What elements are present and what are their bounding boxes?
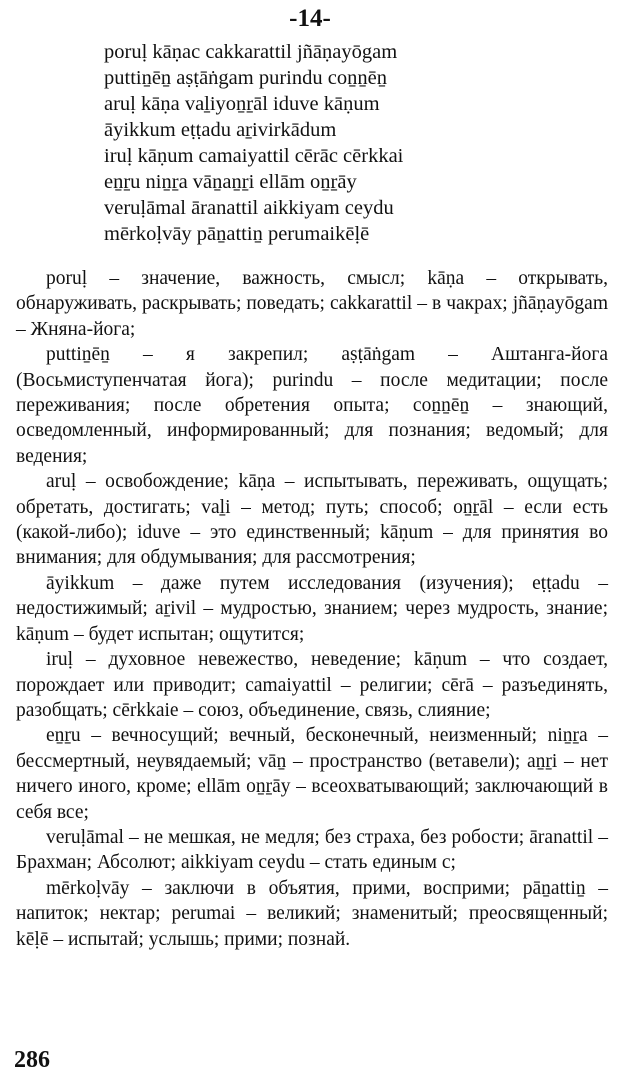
glossary [16,266,608,952]
verse-line: iruḷ kāṇum camaiyattil cērāc cērkkai [104,145,404,167]
verse-line: mērkoḷvāy pāṉattiṉ perumaikēḷē [104,223,370,245]
gloss-paragraph: puttiṉēṉ – я закрепил; aṣṭāṅgam – Аштанга-йога (Восьмиступенчатая йога); purindu – после медитации; после переживания; после обретения опыта; coṉṉēṉ – знающий, осведомленный, информированный; для познания; ведомый; для ведения; [16,344,608,467]
verse-line: eṉṟu niṉṟa vāṉaṉṟi ellām oṉṟāy [104,171,357,193]
gloss-paragraph: eṉṟu – вечносущий; вечный, бесконечный, неизменный; niṉṟa – бессмертный, неувядаемый; vāṉ – пространство (ветавели); aṉṟi – нет ничего иного, кроме; ellām oṉṟāy – всеохватывающий; заключающий в себя все; [16,725,608,823]
gloss-paragraph: poruḷ – значение, важность, смысл; kāṇa – открывать, обнаруживать, раскрывать; поведать; cakkarattil – в чакрах; jñāṇayōgam – Жняна-йога; [16,268,608,340]
verse-line: aruḷ kāṇa vaḻiyoṉṟāl iduve kāṇum [104,93,380,115]
verse-line: poruḷ kāṇac cakkarattil jñāṇayōgam [104,41,398,63]
verse-line: veruḷāmal āranattil aikkiyam ceydu [104,197,394,219]
page-marker: -14- [289,5,331,32]
verse-line: āyikkum eṭṭadu aṟivirkādum [104,119,337,141]
gloss-paragraph: mērkoḷvāy – заключи в объятия, прими, восприми; pāṉattiṉ – напиток; нектар; perumai – великий; знаменитый; преосвященный; kēḷē – испытай; услышь; прими; познай. [16,877,608,950]
gloss-paragraph: veruḷāmal – не мешкая, не медля; без страха, без робости; āranattil – Брахман; Абсолют; aikkiyam ceydu – стать единым с; [16,826,608,874]
gloss-paragraph: āyikkum – даже путем исследования (изучения); eṭṭadu – недостижимый; aṟivil – мудростью, знанием; через мудрость, знание; kāṇum – будет испытан; ощутится; [16,572,608,645]
page-number: 286 [14,1047,50,1073]
gloss-paragraph: iruḷ – духовное невежество, неведение; kāṇum – что создает, порождает или приводит; camaiyattil – религии; cērā – разъединять, разобщать; cērkkaie – союз, объединение, связь, слияние; [16,649,608,721]
verse-line: puttiṉēṉ aṣṭāṅgam purindu coṉṉēṉ [104,67,387,89]
verse-block [104,39,564,247]
gloss-paragraph: aruḷ – освобождение; kāṇa – испытывать, переживать, ощущать; обретать, достигать; vaḻi – метод; путь; способ; oṉṟāl – если есть (какой-либо); iduve – это единственный; kāṇum – для принятия во внимания; для обдумывания; для рассмотрения; [16,471,608,569]
